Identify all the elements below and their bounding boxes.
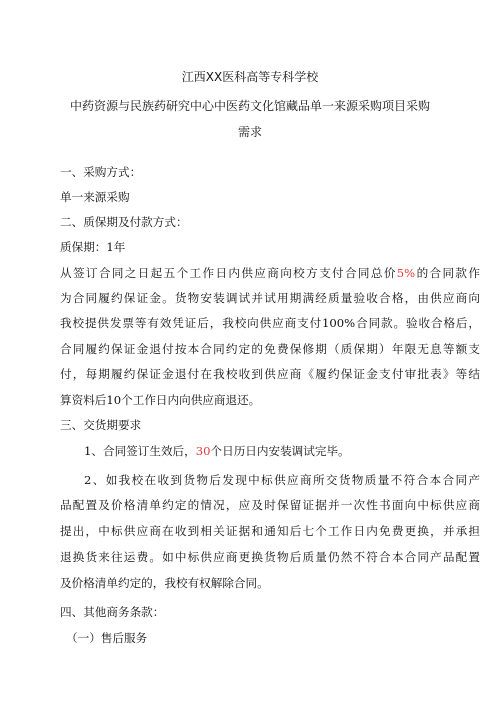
warranty-period: 质保期：1年 [60, 240, 126, 254]
section-1-body: 单一来源采购 [60, 190, 130, 204]
payment-text-b: 的合同款作 [415, 266, 480, 280]
payment-paragraph-line3: 我校提供发票等有效凭证后，我校向供应商支付100%合同款。验收合格后， [60, 316, 480, 330]
delivery-item-2-line4: 退换货来往运费。如中标供应商更换货物后质量仍然不符合本合同产品配置 [60, 550, 480, 564]
school-name-mark: XX [205, 70, 223, 84]
section-2-heading: 二、质保期及付款方式： [60, 215, 188, 229]
delivery-item-1-a: 1、合同签订生效后， [84, 444, 196, 458]
section-3-heading: 三、交货期要求 [60, 418, 142, 432]
payment-text-a: 从签订合同之日起五个工作日内供应商向校方支付合同总价 [60, 266, 397, 280]
school-name [0, 69, 500, 85]
payment-paragraph-line5: 付，每期履约保证金退付在我校收到供应商《履约保证金支付审批表》等结 [60, 367, 480, 381]
delivery-item-2-line1: 2、如我校在收到货物后发现中标供应商所交货物质量不符合本合同产 [84, 473, 480, 487]
after-sales-subheading: （一）售后服务 [66, 631, 148, 645]
document-title-line2: 需求 [237, 125, 262, 139]
deposit-percentage: 5% [396, 266, 416, 280]
school-name-prefix: 江西 [181, 70, 206, 84]
document-title-line1: 中药资源与民族药研究中心中医药文化馆藏品单一来源采购项目采购 [69, 99, 430, 113]
delivery-item-1-b: 个日历日内安装调试完毕。 [210, 444, 350, 458]
payment-paragraph-line4: 合同履约保证金退付按本合同约定的免费保修期（质保期）年限无息等额支 [60, 342, 480, 356]
school-name-suffix: 医科高等专科学校 [222, 70, 319, 84]
delivery-item-1 [84, 443, 480, 459]
delivery-days: 30 [195, 444, 211, 458]
section-1-heading: 一、采购方式： [60, 165, 142, 179]
payment-paragraph-line1 [60, 265, 480, 281]
delivery-item-2-line5: 及价格清单约定的，我校有权解除合同。 [60, 576, 269, 590]
payment-paragraph-line6: 算资料后10个工作日内向供应商退还。 [60, 393, 261, 407]
delivery-item-2-line2: 品配置及价格清单约定的情况，应及时保留证据并一次性书面向中标供应商 [60, 498, 480, 512]
delivery-item-2-line3: 提出，中标供应商在收到相关证据和通知后七个工作日内免费更换，并承担 [60, 524, 480, 538]
payment-paragraph-line2: 为合同履约保证金。货物安装调试并试用期满经质量验收合格，由供应商向 [60, 291, 480, 305]
section-4-heading: 四、其他商务条款： [60, 605, 165, 619]
